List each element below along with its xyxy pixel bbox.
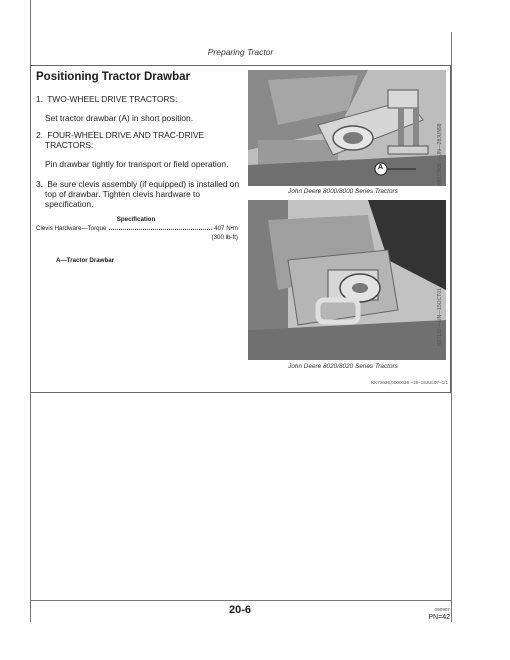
- step-number: 3.: [36, 179, 43, 189]
- spec-value-alt: (300 lb-ft): [211, 234, 238, 241]
- dot-leader: [109, 229, 213, 230]
- figure-1-id: N9923006 —UN—28JUN98: [437, 123, 443, 186]
- legend: A—Tractor Drawbar: [56, 257, 115, 264]
- footer-code: 090907: [434, 607, 450, 612]
- document-id: KK73636,0000036 –19–16JUL07–1/1: [371, 380, 448, 385]
- step-3-line2: top of drawbar. Tighten clevis hardware to: [45, 189, 201, 199]
- drawbar-photo-1: [248, 70, 446, 186]
- figure-2-id: N32133 —UN—15OCT01: [437, 288, 443, 346]
- drawbar-photo-2: [248, 200, 446, 360]
- spec-value: 407 N•m: [214, 225, 238, 232]
- page-number: 20-6: [228, 604, 252, 616]
- step-2-line2: TRACTORS:: [45, 140, 94, 150]
- step-text: FOUR-WHEEL DRIVE AND TRAC-DRIVE: [47, 130, 205, 140]
- drawbar-illustration-2: [248, 200, 446, 360]
- figure-1-caption: John Deere 8000/8000 Series Tractors: [288, 188, 398, 195]
- spec-item: Clevis Hardware—Torque: [36, 225, 107, 232]
- step-text: Be sure clevis assembly (if equipped) is installed on: [47, 179, 240, 189]
- spec-row: [36, 225, 238, 232]
- drawbar-illustration-1: [248, 70, 446, 186]
- figure-2-caption: John Deere 8020/8020 Series Tractors: [288, 363, 398, 370]
- step-2-detail: Pin drawbar tightly for transport or field operation.: [45, 159, 229, 169]
- right-margin-rule: [451, 32, 452, 622]
- step-1: [36, 94, 177, 105]
- running-head: Preparing Tractor: [207, 47, 274, 57]
- section-title: Positioning Tractor Drawbar: [36, 71, 190, 83]
- step-text: TWO-WHEEL DRIVE TRACTORS:: [47, 94, 178, 104]
- step-number: 2.: [36, 130, 43, 140]
- footer-pn: PN=42: [428, 614, 450, 621]
- footer-rule: [30, 600, 451, 601]
- callout-a: A: [378, 164, 384, 171]
- spec-title: Specification: [116, 216, 156, 223]
- step-number: 1.: [36, 94, 43, 104]
- step-1-detail: Set tractor drawbar (A) in short position.: [45, 113, 194, 123]
- step-3-line3: specification.: [45, 199, 94, 209]
